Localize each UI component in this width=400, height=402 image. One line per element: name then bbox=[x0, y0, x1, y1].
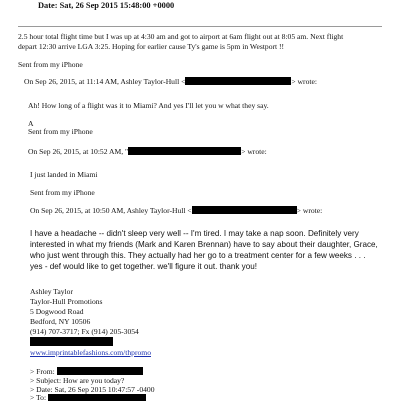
forward-from bbox=[30, 367, 143, 376]
date-header: Date: Sat, 26 Sep 2015 15:48:00 +0000 bbox=[38, 1, 175, 10]
redacted-sig-line bbox=[30, 337, 113, 346]
quote1-initial: A bbox=[28, 119, 34, 128]
quote3-body-line-3: who just went through this. They actually had her go to a treatment center for a few weeks . . . bbox=[30, 251, 366, 260]
quote2-body: I just landed in Miami bbox=[30, 170, 98, 179]
quote2-intro: On Sep 26, 2015, at 10:52 AM, " bbox=[28, 147, 129, 156]
quote1-header bbox=[24, 77, 317, 86]
website-link[interactable]: www.imprintablefashions.com/thpromo bbox=[30, 348, 151, 357]
forward-to bbox=[30, 393, 146, 402]
sender-signature: Sent from my iPhone bbox=[18, 60, 83, 69]
sig-name: Ashley Taylor bbox=[30, 287, 73, 296]
forward-date: > Date: Sat, 26 Sep 2015 10:47:57 -0400 bbox=[30, 385, 155, 394]
sig-phone: (914) 707-3717; Fx (914) 205-3054 bbox=[30, 327, 139, 336]
redacted-sender bbox=[57, 367, 143, 375]
sig-company: Taylor-Hull Promotions bbox=[30, 297, 103, 306]
forward-from-label: > From: bbox=[30, 367, 55, 376]
quote3-intro: On Sep 26, 2015, at 10:50 AM, Ashley Taylor-Hull < bbox=[30, 206, 192, 215]
quote3-body-line-2: interested in what my friends (Mark and Karen Brennan) have to say about their daughter, Grace, bbox=[30, 240, 378, 249]
quote2-signature: Sent from my iPhone bbox=[30, 188, 95, 197]
sig-city: Bedford, NY 10506 bbox=[30, 317, 91, 326]
quote3-tail: > wrote: bbox=[296, 206, 323, 215]
quote1-body: Ah! How long of a flight was it to Miami? And yes I'll let you w what they say. bbox=[28, 101, 269, 110]
body-line-2: depart 12:30 arrive LGA 3:25. Hoping for earlier cause Ty's game is 5pm in Westport !! bbox=[18, 42, 285, 51]
quote1-intro: On Sep 26, 2015, at 11:14 AM, Ashley Taylor-Hull < bbox=[24, 77, 186, 86]
quote3-body-line-1: I have a headache -- didn't sleep very well -- I'm tired. I may take a nap soon. Definitely very bbox=[30, 229, 359, 238]
quote3-body-line-4: yes - def would like to get together. we'll figure it out. thank you! bbox=[30, 262, 257, 271]
header-divider bbox=[18, 26, 382, 27]
forward-subject: > Subject: How are you today? bbox=[30, 376, 125, 385]
redacted-email bbox=[192, 206, 297, 214]
redacted-name bbox=[128, 147, 241, 155]
quote2-tail: > wrote: bbox=[241, 147, 267, 156]
body-line-1: 2.5 hour total flight time but I was up at 4:30 am and got to airport at 6am flight out at 8:05 am. Next flight bbox=[18, 32, 344, 41]
quote2-header bbox=[28, 147, 267, 156]
quote1-signature: Sent from my iPhone bbox=[28, 127, 93, 136]
sig-street: 5 Dogwood Road bbox=[30, 307, 84, 316]
redacted-email bbox=[185, 77, 291, 85]
quote3-header bbox=[30, 206, 322, 215]
forward-to-label: > To: bbox=[30, 393, 47, 402]
quote1-tail: > wrote: bbox=[291, 77, 317, 86]
